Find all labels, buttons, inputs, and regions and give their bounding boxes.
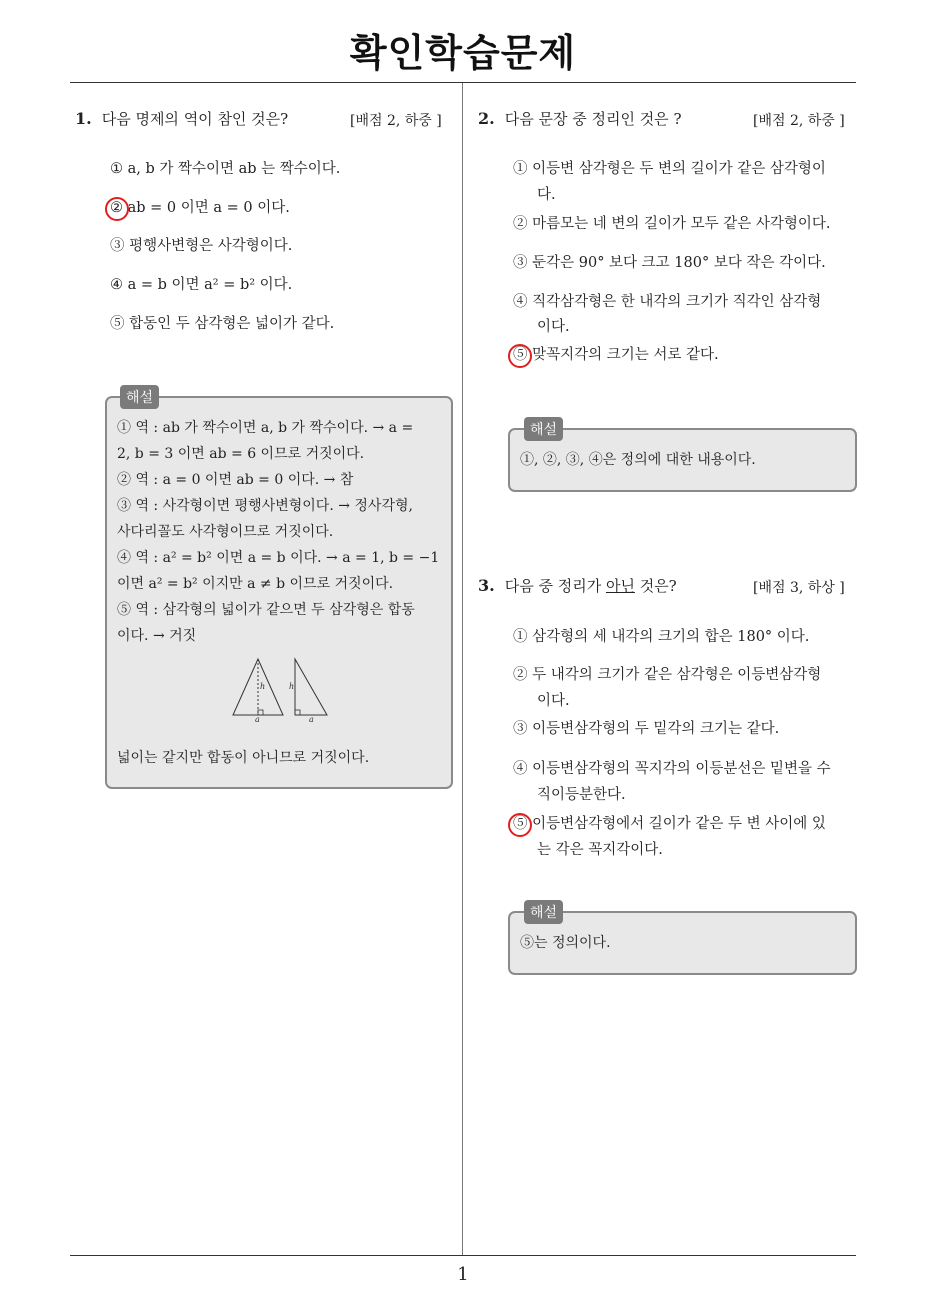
column-divider	[462, 83, 463, 1256]
question-1-meta: [배점 2, 하중 ]	[350, 113, 442, 129]
bottom-rule	[70, 1255, 856, 1256]
q3-option-3[interactable]: ③ 이등변삼각형의 두 밑각의 크기는 같다.	[513, 721, 780, 737]
q3-option-4-cont: 직이등분한다.	[537, 787, 626, 803]
q1-explanation-line: ③ 역 : 사각형이면 평행사변형이다. → 정사각형,	[117, 498, 413, 514]
q3-option-5-cont: 는 각은 꼭지각이다.	[537, 842, 663, 858]
figure-label-h: h	[260, 682, 266, 691]
figure-label-a: a	[255, 715, 260, 723]
q2-option-2[interactable]: ② 마름모는 네 변의 길이가 모두 같은 사각형이다.	[513, 216, 831, 232]
q1-explanation-line: 이면 a² = b² 이지만 a ≠ b 이므로 거짓이다.	[117, 576, 394, 592]
q3-explanation-line: ⑤는 정의이다.	[520, 935, 611, 951]
q1-explanation-line: ⑤ 역 : 삼각형의 넓이가 같으면 두 삼각형은 합동	[117, 602, 415, 618]
question-text: 것은?	[634, 577, 677, 595]
q3-option-5[interactable]: ⑤ 이등변삼각형에서 길이가 같은 두 변 사이에 있	[513, 816, 826, 832]
question-1-header	[75, 108, 288, 129]
q1-explanation-footer: 넓이는 같지만 합동이 아니므로 거짓이다.	[117, 750, 370, 766]
q2-option-5[interactable]: ⑤ 맞꼭지각의 크기는 서로 같다.	[513, 347, 719, 363]
q2-option-1-cont: 다.	[537, 187, 556, 203]
answer-mark-circle	[508, 813, 532, 837]
question-emphasis: 아닌	[605, 577, 635, 595]
q1-explanation-line: ② 역 : a = 0 이면 ab = 0 이다. → 참	[117, 472, 354, 488]
q1-option-4[interactable]: ④ a = b 이면 a² = b² 이다.	[110, 277, 293, 293]
question-text: 다음 문장 중 정리인 것은 ?	[504, 110, 682, 128]
top-rule	[70, 82, 856, 83]
q1-explanation-line: ④ 역 : a² = b² 이면 a = b 이다. → a = 1, b = −1	[117, 550, 440, 566]
q1-explanation-line: ① 역 : ab 가 짝수이면 a, b 가 짝수이다. → a =	[117, 420, 414, 436]
q1-option-2[interactable]: ② ab = 0 이면 a = 0 이다.	[110, 200, 290, 216]
question-3-header	[478, 575, 677, 596]
q3-option-2-cont: 이다.	[537, 693, 570, 709]
q2-explanation-line: ①, ②, ③, ④은 정의에 대한 내용이다.	[520, 452, 756, 468]
q3-option-2[interactable]: ② 두 내각의 크기가 같은 삼각형은 이등변삼각형	[513, 667, 822, 683]
question-3-meta: [배점 3, 하상 ]	[753, 580, 845, 596]
question-text: 다음 중 정리가	[504, 577, 606, 595]
q2-option-4-cont: 이다.	[537, 319, 570, 335]
question-text: 다음 명제의 역이 참인 것은?	[101, 110, 289, 128]
page-number: 1	[457, 1264, 469, 1285]
q1-option-3[interactable]: ③ 평행사변형은 사각형이다.	[110, 238, 293, 254]
question-2-meta: [배점 2, 하중 ]	[753, 113, 845, 129]
explanation-tag: 해설	[524, 417, 563, 441]
q3-option-1[interactable]: ① 삼각형의 세 내각의 크기의 합은 180° 이다.	[513, 629, 810, 645]
answer-mark-circle	[508, 344, 532, 368]
q2-option-4[interactable]: ④ 직각삼각형은 한 내각의 크기가 직각인 삼각형	[513, 294, 822, 310]
q2-option-1[interactable]: ① 이등변 삼각형은 두 변의 길이가 같은 삼각형이	[513, 161, 826, 177]
q1-explanation-line: 2, b = 3 이면 ab = 6 이므로 거짓이다.	[117, 446, 365, 462]
figure-label-h: h	[289, 682, 295, 691]
figure-label-a: a	[309, 715, 314, 723]
q3-option-4[interactable]: ④ 이등변삼각형의 꼭지각의 이등분선은 밑변을 수	[513, 761, 831, 777]
answer-mark-circle	[105, 197, 129, 221]
question-number: 2.	[478, 109, 495, 128]
explanation-tag: 해설	[120, 385, 159, 409]
question-2-header	[478, 108, 682, 129]
q1-explanation-line: 사다리꼴도 사각형이므로 거짓이다.	[117, 524, 334, 540]
q1-option-1[interactable]: ① a, b 가 짝수이면 ab 는 짝수이다.	[110, 161, 341, 177]
q1-option-5[interactable]: ⑤ 합동인 두 삼각형은 넓이가 같다.	[110, 316, 335, 332]
question-number: 3.	[478, 576, 495, 595]
explanation-tag: 해설	[524, 900, 563, 924]
triangles-figure	[225, 655, 335, 723]
q2-option-3[interactable]: ③ 둔각은 90° 보다 크고 180° 보다 작은 각이다.	[513, 255, 826, 271]
page-title: 확인학습문제	[349, 31, 577, 75]
question-number: 1.	[75, 109, 92, 128]
q1-explanation-line: 이다. → 거짓	[117, 628, 197, 644]
